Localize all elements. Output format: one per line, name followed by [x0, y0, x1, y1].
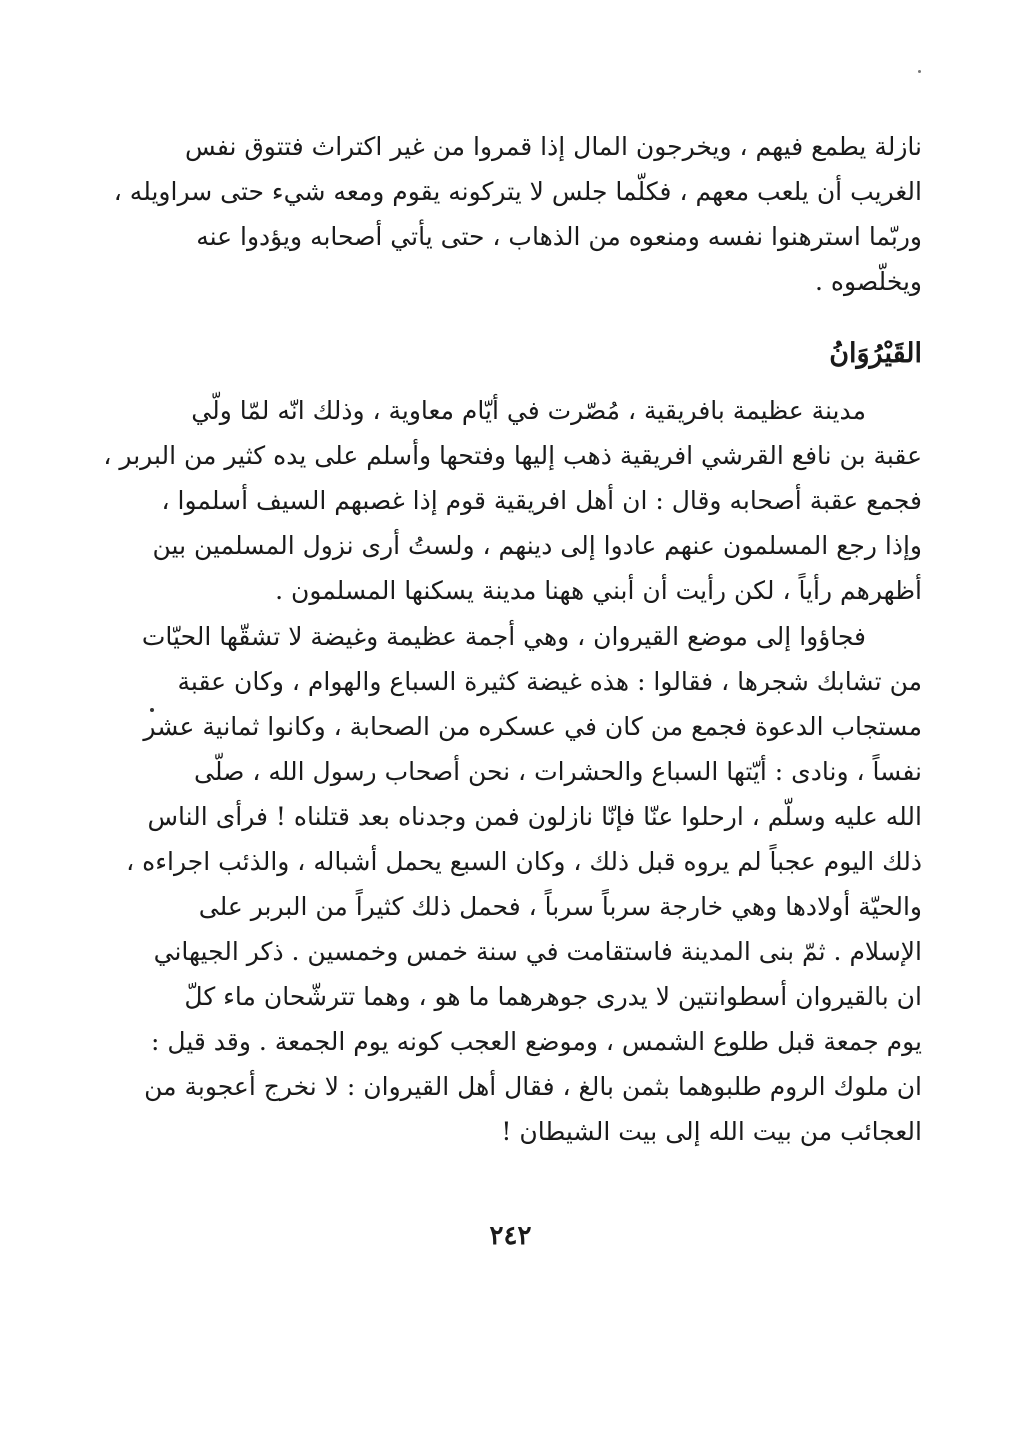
text-line: يوم جمعة قبل طلوع الشمس ، وموضع العجب كونه يوم الجمعة . وقد قيل : [151, 1027, 922, 1056]
text-line: العجائب من بيت الله إلى بيت الشيطان ! [501, 1117, 922, 1146]
text-line: ذلك اليوم عجباً لم يروه قبل ذلك ، وكان السبع يحمل أشباله ، والذئب اجراءه ، [126, 847, 922, 876]
section-heading-qayrawan: القَيْرُوَانُ [829, 338, 922, 369]
text-line: وربّما استرهنوا نفسه ومنعوه من الذهاب ، حتى يأتي أصحابه ويؤدوا عنه [196, 222, 922, 251]
text-line: ويخلّصوه . [814, 267, 922, 296]
text-line: وإذا رجع المسلمون عنهم عادوا إلى دينهم ، ولستُ أرى نزول المسلمين بين [152, 531, 922, 560]
text-line: من تشابك شجرها ، فقالوا : هذه غيضة كثيرة السباع والهوام ، وكان عقبة [177, 667, 922, 696]
text-line: فجاؤوا إلى موضع القيروان ، وهي أجمة عظيمة وغيضة لا تشقّها الحيّات [141, 622, 866, 651]
text-line: مستجاب الدعوة فجمع من كان في عسكره من الصحابة ، وكانوا ثمانية عشر [143, 712, 922, 741]
text-line: ان بالقيروان أسطوانتين لا يدرى جوهرهما ما هو ، وهما تترشّحان ماء كلّ [184, 982, 922, 1011]
scan-speck [918, 70, 921, 73]
text-line: فجمع عقبة أصحابه وقال : ان أهل افريقية قوم إذا غصبهم السيف أسلموا ، [161, 486, 922, 515]
paragraph-gamblers [113, 124, 922, 304]
text-line: مدينة عظيمة بافريقية ، مُصّرت في أيّام معاوية ، وذلك انّه لمّا ولّي [191, 396, 866, 425]
paragraph-founding [103, 388, 922, 613]
text-line: أظهرهم رأياً ، لكن رأيت أن أبني ههنا مدينة يسكنها المسلمون . [275, 576, 922, 605]
text-line: الغريب أن يلعب معهم ، فكلّما جلس لا يتركونه يقوم ومعه شيء حتى سراويله ، [113, 177, 922, 206]
paragraph-settlement [126, 614, 922, 1154]
text-line: عقبة بن نافع القرشي افريقية ذهب إليها وفتحها وأسلم على يده كثير من البربر ، [103, 441, 922, 470]
text-line: الإسلام . ثمّ بنى المدينة فاستقامت في سنة خمس وخمسين . ذكر الجيهاني [153, 937, 922, 966]
text-line: والحيّة أولادها وهي خارجة سرباً سرباً ، فحمل ذلك كثيراً من البربر على [198, 892, 922, 921]
text-line: ان ملوك الروم طلبوهما بثمن بالغ ، فقال أهل القيروان : لا نخرج أعجوبة من [144, 1072, 922, 1101]
page-number: ٢٤٢ [489, 1221, 532, 1251]
scan-speck [150, 708, 154, 712]
text-line: نازلة يطمع فيهم ، ويخرجون المال إذا قمروا من غير اكتراث فتتوق نفس [184, 132, 922, 161]
text-line: الله عليه وسلّم ، ارحلوا عنّا فإنّا نازلون فمن وجدناه بعد قتلناه ! فرأى الناس [147, 802, 922, 831]
text-line: نفساً ، ونادى : أيّتها السباع والحشرات ، نحن أصحاب رسول الله ، صلّى [194, 757, 922, 786]
